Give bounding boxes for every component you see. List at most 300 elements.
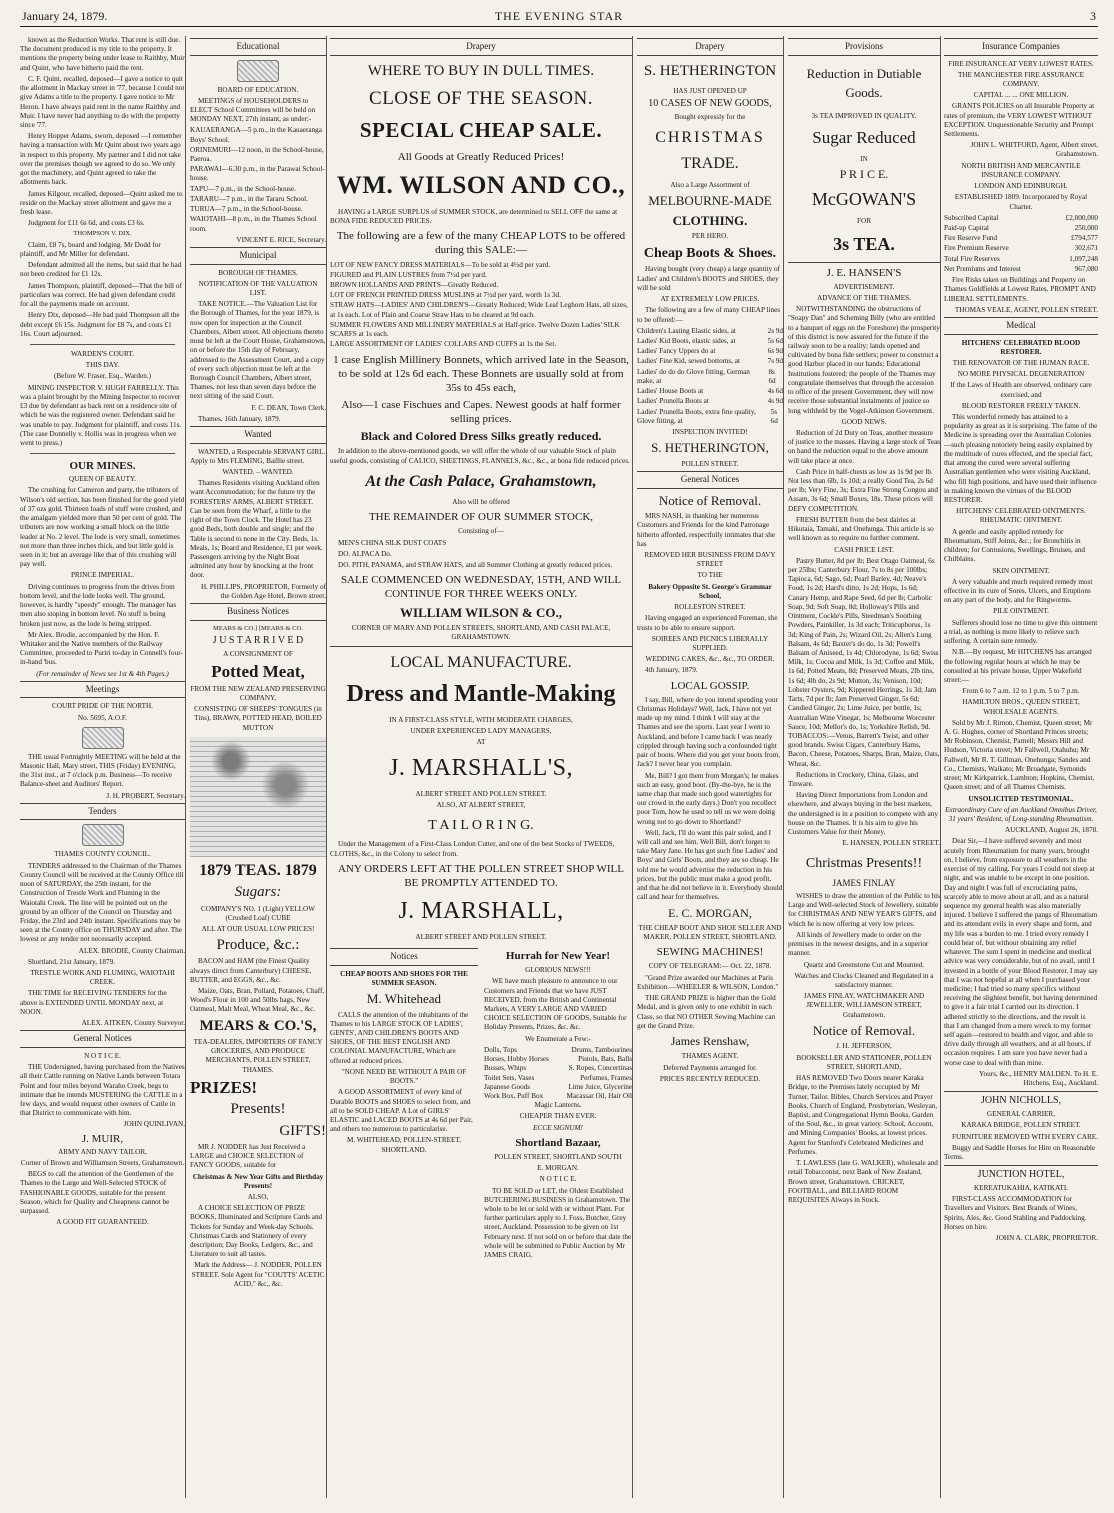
mine-name: PRINCE IMPERIAL. <box>70 571 135 580</box>
bazaar-address: POLLEN STREET, SHORTLAND SOUTH <box>494 1152 622 1161</box>
nash-text: MRS NASH, in thanking her numerous Customers and Friends for the kind Patronage hitherto afforded, respectfully intimates that she has <box>637 512 775 548</box>
finlay-text: WISHES to draw the attention of the Public to his Large and Well-selected Stock of Jewellery, suitable for CHRISTMAS AND NEW YEAR'S GIFTS, and which he is now offering at very low prices. <box>788 892 940 928</box>
section-head-general-notices-2: General Notices <box>637 471 783 489</box>
consisting-line: Consisting of— <box>458 527 504 536</box>
testimonial-date: AUCKLAND, August 26, 1878. <box>1004 826 1098 835</box>
price-row <box>637 397 783 406</box>
tailoring-title: T A I L O R I N G. <box>428 817 534 833</box>
section-head-general-notices: General Notices <box>20 1030 185 1048</box>
wanted-signature: H. PHILLIPS, PROPRIETOR, Formerly of the Golden Age Hotel, Brown street. <box>200 582 326 600</box>
morgan-name: E. MORGAN. <box>537 1164 579 1173</box>
item-left: Japanese Goods <box>484 1082 531 1091</box>
divider <box>788 262 940 263</box>
following-line: The following are a few of the many CHEAP LOTS to be offered during this SALE:— <box>336 230 626 257</box>
reduction-title: Reduction in Dutiable <box>806 65 922 81</box>
item-right: Macassar Oil, Hair Oil <box>566 1091 632 1100</box>
item-right: Perfumes, Frames <box>580 1073 632 1082</box>
fischues-line: Also—1 case Fischues and Capes. Newest goods at half former selling prices. <box>341 398 621 425</box>
if-laws-line: If the Laws of Health are observed, ordinary care exercised, and <box>950 381 1092 399</box>
item-right: Pistols, Bats, Balls <box>578 1055 632 1064</box>
capital-value: 967,080 <box>1074 264 1098 273</box>
price-title: P R I C E. <box>839 166 889 181</box>
sold-text: Sold by Mr J. Rimon, Chemist, Queen street; Mr A. G. Hughes, corner of Shortland Princes streets; Mr Robinson, Chemist, Parnell; Messrs Hill and Hudson, Victoria street; Mr Fallwell, Otahuhu; Mr Fallwell, Mr R. T. Gillman, Onehunga; Sandes and Co., Chemists, Waikato; Mr Broadgate, Symonds street; Mr Kirkpatrick, Lambton; Hopkins, Chemist, Queen street; and of all Thames Chemists. <box>944 718 1095 792</box>
school-item: PARAWAI—6.30 p.m., in the Parawai School-house. <box>190 165 325 183</box>
item-right: Lime Juice, Glycerine <box>568 1082 632 1091</box>
price-item: Ladies' Prunella Boots, extra fine quality, Glove fitting, at <box>637 407 756 425</box>
whitehead-text2: A GOOD ASSORTMENT of every kind of Durable BOOTS and SHOES to select from, and all to be SOLD CHEAP. A Lot of GIRLS' ELASTIC and LACED BOOTS at 4s 6d per Pair, and others too numerous to particularise. <box>330 1088 473 1134</box>
good-news-title: GOOD NEWS. <box>841 417 887 426</box>
freely-line: BLOOD RESTORER FREELY TAKEN. <box>961 401 1081 410</box>
furniture-text: FURNITURE REMOVED WITH EVERY CARE. <box>952 1132 1098 1141</box>
news-paragraph: Claim, £8 7s, board and lodging. Mr Dodd for plaintiff, and Mr Miller for defendant. <box>20 240 161 259</box>
wanted-title: WANTED. – WANTED. <box>222 467 294 476</box>
buggy-text: Buggy and Saddle Horses for Hire on Reasonable Terms. <box>944 1143 1096 1162</box>
nodder-signature: Mark the Address— J. NODDER, POLLEN STREET. Sole Agent for "COUTTS' ACETIC ACID," &c., &c. <box>191 1261 325 1288</box>
notice-text: THE Undersigned, having purchased from the Natives all their Cattle running on Native Lands between Totara Point and four miles beyond Waraho Creek, begs to intimate that he intends MUSTERING the CATTLE in a few days, and would request other owners of Cattle in that District to communicate with him. <box>20 1063 185 1118</box>
whitehead-text: CALLS the attention of the inhabitants of the Thames to his LARGE STOCK OF LADIES', GENTS', AND CHILDREN'S BOOTS AND SHOES, OF THE BEST ENGLISH AND COLONIAL MANUFACTURE, Which are offered at reduced prices. <box>330 1010 469 1065</box>
testimonial-signature: Yours, &c., HENRY MALDEN. To H. E. Hitchens, Esq., Auckland. <box>979 1069 1098 1088</box>
item-left: Toilet Sets, Vases <box>484 1073 535 1082</box>
lot-item: LARGE ASSORTMENT OF LADIES' COLLARS AND CUFFS at 1s the Set. <box>330 340 557 349</box>
column-news <box>20 36 186 1498</box>
grants-text: GRANTS POLICIES on all Insurable Property at rates of premium, the VERY LOWEST WITHOUT EXCEPTION. Unquestionable Security and Prompt Settlements. <box>944 102 1095 139</box>
price-item: Ladies' do do do Glove fitting, German make, at <box>637 367 750 385</box>
presents-title: Presents! <box>230 1101 286 1118</box>
finlay-signature: JAMES FINLAY, WATCHMAKER AND JEWELLER, WILLIAMSON STREET, Grahamstown. <box>803 992 925 1019</box>
trade-title: TRADE. <box>681 155 739 173</box>
marshall-address-2: ALBERT STREET AND POLLEN STREET. <box>415 932 547 941</box>
hurrah-text: WE have much pleasure to announce to our Customers and Friends that we have JUST RECEIVED, from the British and Continental Markets, A VERY LARGE AND VARIED CHOICE SELECTION OF GOODS, Suitable for Holiday Presents, Prizes, &c. &c. <box>484 977 627 1032</box>
mears-name: MEARS & CO.'S, <box>199 1017 317 1034</box>
hurrah-title: Hurrah for New Year! <box>505 950 611 963</box>
section-head-wanted: Wanted <box>190 426 326 444</box>
price-item: Children's Lasting Elastic sides, at <box>637 326 736 335</box>
mcgowan-title: McGOWAN'S <box>811 189 917 210</box>
masthead <box>20 6 1098 27</box>
bought-line: Bought expressly for the <box>674 112 746 121</box>
meeting-text: THE usual Fortnightly MEETING will be held at the Masonic Hall, Mary street, THIS (Friday) EVENING, the 31st inst., at 7 o'clock p.m. Business—To receive Balance-sheet and Auditors' Report. <box>20 752 181 789</box>
telegram-text: "Grand Prize awarded our Machines at Paris Exhibition.—WHEELER & WILSON, London." <box>637 973 779 991</box>
hours-line: From 6 to 7 a.m. 12 to 1 p.m. 5 to 7 p.m. <box>962 687 1080 696</box>
to-the-line: TO THE <box>697 571 723 580</box>
pile-text: Sufferers should lose no time to give this ointment a trial, as nothing is more likely to relieve such suffering. A certain sure remedy. <box>944 618 1098 646</box>
clark-signature: JOHN A. CLARK, PROPRIETOR. <box>995 1234 1098 1243</box>
gossip-text: Me, Bill? I got them from Morgan's; he makes such an easy, good boot. (By-the-bye, he is the same chap that made such good watertights for our crowd in the early days.) Don't you recollect poor Tom, how he used to tell us we were doing wrong not to go down to Shortland? <box>637 771 779 826</box>
item-row <box>484 1074 632 1083</box>
bonnets-line: 1 case English Millinery Bonnets, which arrived late in the Season, to be sold at 12s 6d each. These Bonnets are usually sold at from 35s to 45s each, <box>333 353 629 394</box>
court-north: COURT PRIDE OF THE NORTH. <box>52 702 153 711</box>
hansen-title: J. E. HANSEN'S <box>826 266 902 279</box>
no-more-line: NO MORE PHYSICAL DEGENERATION <box>957 370 1085 379</box>
junction-text: FIRST-CLASS ACCOMMODATION for Travellers and Visitors. Best Brands of Wines, Spirits, Ales, &c. Good Stabling and Paddocking. Horses on hire. <box>944 1195 1087 1231</box>
section-head-drapery: Drapery <box>330 38 632 56</box>
item-left: Busses, Whips <box>484 1064 527 1073</box>
cash-text: Cash Price in half-chests as low as 1s 9d per lb. Not less than 6lb, 1s 10d; a really Good Tea, 2s 6d per lb; Very Fine, 3s; Extra Fine Strong Congou and Assam, 3s 6d; Small Boxes, 18s. These prices will DEFY COMPETITION. <box>788 467 938 513</box>
reductions-text: Reductions in Crockery, China, Glass, and Tinware. <box>788 770 919 789</box>
enumerate-line: We Enumerate a Few:- <box>525 1034 591 1043</box>
price-item: Ladies' Kid Boots, elastic sides, at <box>637 337 736 345</box>
tender-signature: ALEX. BRODIE, County Chairman. <box>78 946 185 955</box>
price-item: Ladies' Fancy Uppers do at <box>637 347 716 356</box>
sugars-title: Sugars: <box>234 884 282 901</box>
price-row <box>637 387 783 396</box>
case-title: THOMPSON V. DIX. <box>73 230 132 238</box>
price-value: 4s 6d <box>767 387 783 396</box>
municipal-signature: F. C. DEAN, Town Clerk. <box>251 403 326 412</box>
hansen-signature: E. HANSEN, POLLEN STREET. <box>842 839 940 848</box>
muir-name: J. MUIR, <box>81 1132 124 1145</box>
school-item: ORINEMURI—12 noon, in the School-house, Paeroa. <box>190 145 324 164</box>
school-list <box>190 126 326 233</box>
school-item: TURUA—7 p.m., in the School-house. <box>190 205 303 214</box>
established-line: ESTABLISHED 1809. Incorporated by Royal Charter. <box>954 193 1088 211</box>
divider <box>30 344 175 345</box>
education-text: MEETINGS of HOUSEHOLDERS to ELECT School Committees will be held on MONDAY NEXT, 27th instant, as under:- <box>190 96 316 124</box>
hitchens-title: HITCHENS' CELEBRATED BLOOD RESTORER. <box>961 338 1081 356</box>
bazaar-ad <box>484 946 632 1262</box>
notice-signature: JOHN QUINLIVAN. <box>123 1120 185 1129</box>
potted-meat: Potted Meat, <box>211 662 305 682</box>
wwco-address: CORNER OF MARY AND POLLEN STREETS, SHORTLAND, AND CASH PALACE, GRAHAMSTOWN. <box>351 624 611 642</box>
telegram-line: COPY OF TELEGRAM:— Oct. 22, 1878. <box>648 962 772 971</box>
item-row <box>484 1092 632 1101</box>
stock-item: DO. ALPACA Do. <box>338 549 392 558</box>
arrived-title: J U S T A R R I V E D <box>212 635 304 646</box>
capital-row <box>944 255 1098 264</box>
capital-value: 250,000 <box>1074 224 1098 233</box>
consisting: CONSISTING OF SHEEPS' TONGUES (in Tins), BRAWN, POTTED HEAD, BOILED MUTTON <box>194 705 322 732</box>
morgan-sub: THE CHEAP BOOT AND SHOE SELLER AND MAKER, POLLEN STREET, SHORTLAND. <box>638 923 782 942</box>
whitehead-signature: M. WHITEHEAD, POLLEN-STREET, SHORTLAND. <box>346 1136 462 1154</box>
good-news-text: Reduction of 2d Duty on Teas, another measure of justice to the masses. Having a large stock of Teas on hand the reduction equal to the above amount will take place at once. <box>788 428 940 465</box>
news-paragraph: C. F. Quint, recalled, deposed—I gave a notice to quit the allotment in Mackay street in '77, because I could not give Adams a title to the property. I gave notice to Mr Heron. I have always paid rent in the name Raithby and Muir. I have never had anything to do with the property since '77. <box>20 74 185 129</box>
sewing-title: SEWING MACHINES! <box>656 946 764 959</box>
renshaw-sub: THAMES AGENT. <box>681 1052 739 1061</box>
muir-sub: ARMY AND NAVY TAILOR, <box>58 1147 147 1156</box>
finlay-name: JAMES FINLAY <box>832 878 896 889</box>
capital-value: £2,000,000 <box>1065 213 1098 222</box>
school-item: KAUAERANGA—5 p.m., in the Kauaeranga Boys' School. <box>190 126 322 144</box>
marshall-title: J. MARSHALL'S, <box>388 755 574 782</box>
price-value: 4s 9d <box>767 397 783 406</box>
jefferson-text: HAS REMOVED Two Doors nearer Karaka Bridge, to the Premises lately occupied by Mr Turner, Tailor. Bibles, Church Services and Prayer Books, Church of England, Presbyterian, Wesleyan, Baptist, and Congregational Hymn Books, Garden of the Soul, &c., in great variety. School, Account, and Mining Companies' Books, at lowest prices. Agent for Stanford's Celebrated Medicines and Perfumes. <box>788 1074 938 1156</box>
firstclass-line: IN A FIRST-CLASS STYLE, WITH MODERATE CHARGES, <box>389 715 573 724</box>
remainder-note: (For remainder of News see 1st & 4th Pages.) <box>36 669 169 678</box>
tailoring-text: Under the Management of a First-Class London Cutter, and one of the best Stocks of TWEEDS, CLOTHS, &c., in the Colony to select from. <box>330 840 615 858</box>
removed-line: REMOVED HER BUSINESS FROM DAVY STREET <box>644 551 776 569</box>
watches-line: Watches and Clocks Cleaned and Regulated in a satisfactory manner. <box>794 971 934 989</box>
notice2-text: TO BE SOLD or LET, the Oldest Established BUTCHERING BUSINESS in Grahamstown. The whole to be let or sold with or without Plant. For further particulars apply to J. Foss, Butcher, Grey street, Auckland. Possession to be given on 1st February next. If not sold on or before that date the whole will be submitted to Public Auction by Mr JAMES CRAIG. <box>484 1186 632 1260</box>
item-row <box>484 1055 632 1064</box>
divider <box>330 646 632 647</box>
lowest-prices: ALL AT OUR USUAL LOW PRICES! <box>201 924 315 933</box>
butter-text: FRESH BUTTER from the best dairies at Hikutaia, Tamaki, and Onehunga. This article is so well known as to require no further comment. <box>788 515 934 543</box>
gossip-title: LOCAL GOSSIP. <box>670 679 750 692</box>
council-title: THAMES COUNTY COUNCIL. <box>54 850 151 859</box>
section-head-drapery-2: Drapery <box>637 38 783 56</box>
produce-text: BACON and HAM (the Finest Quality always direct from Canterbury) CHEESE, BUTTER, and EGGS, &c., &c. <box>190 957 312 984</box>
having-text-2: Having bought (very cheap) a large quantity of Ladies' and Children's BOOTS and SHOES, they will be sold <box>637 265 780 292</box>
lot-item: FIGURED and PLAIN LUSTRES from 7½d per yard. <box>330 270 487 279</box>
capital-value: £794,577 <box>1071 234 1098 243</box>
issue-date: January 24, 1879. <box>22 9 108 23</box>
has-opened: HAS JUST OPENED UP <box>673 86 747 95</box>
cash-list-text: Pastry Butter, 8d per lb; Best Otago Oatmeal, 6s per 25lbs; Canterbury Flour, 7s to 8s per 100lbs; Tapioca, 6d; Sago, 6d; Pearl Barley, 4d; Neave's Food, 1s 2d; Hard's ditto, 1s 2d; Hops, 1s 6d; Canary Hemp, and Rape Seed, 6d per lb; Carbolic Soap, 9d; Soft Soap, 8d; Holloway's Pills and Ointment, Cockle's Pills, Steedman's Soothing Powders, Painkiller, 1s 3d each; Triticuphorus, 1s 3d; King of Pain, 2s; Wizard Oil, 2s; Allen's Lung Balsam, 4s 6d; Baxter's do do, 1s 3d; Powell's Balsam of Aniseed, 1s 4d; Chlorodyne, 1s 6d; Swiss Milk, 1s; Cocoa and Milk, 1s 3d; Coffee and Milk, 1s 6d; Potted Meats, 8d; Preserved Meats, 2lb tins, 1s 6d; 4lb do, 2s 9d; Mutton, 3s; Venison, 10d; Lobster Oysters, 9d; Kippered Herrings, 1s 3d; Jam Tarts, 7d per lb; Jam Preserved Ginger, 5s 6d; Candied Ginger, 2s; Lime Juice, per bottle, 1s; Australian Wine Vinegar, 1s; Melbourne Worcester Sauce, 10d; Mellor's do, 1s; Yorkshire Relish, 9d. TOBACCOS:—Venus, Barrett's Twist, and other good brands. Swiss Cigars, Canterbury Hams, Bacon, Cheese, Potatoes, Sharps, Bran, Maize, Oats, Wheat, &c. <box>788 556 940 768</box>
whitehead-ad <box>330 946 478 1262</box>
section-head-provisions: Provisions <box>788 38 940 56</box>
xmas-gifts: Christmas & New Year Gifts and Birthday Presents! <box>192 1172 324 1190</box>
sugar-title: Sugar Reduced <box>812 127 916 147</box>
hetherington-title: S. HETHERINGTON <box>643 62 777 79</box>
maize-text: Maize, Oats, Bran, Pollard, Potatoes, Chaff, Wood's Flour in 100 and 50lbs bags, New Oatmeal, Malt Meal, Wheat Meal, &c., &c. <box>190 987 325 1014</box>
nb-text: N.B.—By request, Mr HITCHENS has arranged the following regular hours at which he may be consulted at his private house, Upper Wakefield street:— <box>944 648 1092 684</box>
capital-row <box>944 244 1098 253</box>
muir-text: BEGS to call the attention of the Gentlemen of the Thames to the Large and Well-Selected STOCK of FASHIONABLE GOODS, suitable for the present Season, which for Quality and Cheapness cannot be surpassed. <box>20 1170 174 1216</box>
also: ALSO, <box>247 1192 269 1201</box>
cash-list-title: CASH PRICE LIST. <box>834 545 894 554</box>
stock-item: MEN'S CHINA SILK DUST COATS <box>338 538 447 547</box>
court-day: THIS DAY. <box>85 361 120 370</box>
also-large: Also a Large Assortment of <box>670 180 750 189</box>
trestle-signature: ALEX. AITKEN, County Surveyor. <box>81 1019 185 1028</box>
price-row <box>637 327 783 336</box>
cases-line: 10 CASES OF NEW GOODS, <box>648 97 772 109</box>
bottom-ads-row <box>330 946 632 1262</box>
capital-row <box>944 224 1098 233</box>
medical-text: This wonderful remedy has attained to a popularity as great as it is surprising. The fame of the Medicine is spreading over the Australian Colonies—such pleasing notoriety being easily explained by the multitude of cures effected, and the special fact, that among the cured were several suffering Australian gentlemen who were visiting Auckland, who fill high positions, and have used their influence in making known the virtues of the BLOOD RESTORER. <box>944 413 1098 504</box>
court-number: No. 5695, A.O.F. <box>77 713 128 722</box>
wedding-line: WEDDING CAKES, &c., &c., TO ORDER. <box>645 655 775 664</box>
section-head-business: Business Notices <box>190 603 326 621</box>
inspection-line: INSPECTION INVITED! <box>672 427 748 436</box>
price-row <box>637 368 783 386</box>
whitford-signature: JOHN L. WHITFORD, Agent, Albert street, Grahamstown. <box>970 141 1098 159</box>
price-value: 5s 6d <box>770 407 778 425</box>
nbm-title: NORTH BRITISH AND MERCANTILE INSURANCE COMPANY. <box>961 161 1081 179</box>
produce-title: Produce, &c.: <box>216 937 300 954</box>
section-head-meetings: Meetings <box>20 681 185 699</box>
mears-tag: MEARS & CO.] [MEARS & CO. <box>213 624 303 632</box>
crest-icon <box>237 60 279 82</box>
price-list <box>637 327 783 426</box>
price-value: 5s 6d <box>767 337 783 345</box>
item-left: Dolls, Tops <box>484 1045 517 1054</box>
borough-title: BOROUGH OF THAMES. <box>218 268 298 277</box>
local-title: LOCAL MANUFACTURE. <box>390 653 572 671</box>
renshaw-title: James Renshaw, <box>670 1033 750 1048</box>
ecce-line: ECCE SIGNUM! <box>533 1123 583 1132</box>
lodge-emblem-icon <box>82 727 124 749</box>
tea-title: 3s TEA. <box>833 233 895 254</box>
capital-table <box>944 214 1098 274</box>
jefferson-sub: BOOKSELLER AND STATIONER, POLLEN STREET, SHORTLAND, <box>796 1053 932 1071</box>
melbourne-title: MELBOURNE-MADE <box>648 193 772 209</box>
direct-text: Having Direct Importations from London and elsewhere, and always buying in the best markets, the undersigned is in a position to compete with any house on the Thames. It is his aim to give his Customers Value for their Money. <box>788 791 938 837</box>
soirees-line: SOIREES AND PICNICS LIBERALLY SUPPLIED. <box>651 634 769 653</box>
item-row <box>484 1083 632 1092</box>
nicholls-sub: GENERAL CARRIER, <box>986 1110 1055 1119</box>
hamilton-line: HAMILTON BROS., QUEEN STREET, WHOLESALE AGENTS. <box>962 698 1080 716</box>
section-head-insurance: Insurance Companies <box>944 38 1098 56</box>
cash-palace: At the Cash Palace, Grahamstown, <box>365 472 597 490</box>
lot-item: LOT OF NEW FANCY DRESS MATERIALS—To be sold at 4½d per yard. <box>330 260 551 269</box>
testimonial-sub: Extraordinary Cure of an Auckland Omnibus Driver, 31 years' Resident, of Long-standing Rheumatism. <box>945 805 1097 823</box>
consignment: A CONSIGNMENT OF <box>223 649 293 658</box>
capital-row <box>944 214 1098 223</box>
testimonial-text: Dear Sir,—I have suffered severely and most acutely from Rheumatism for many years, brought on, I believe, from exposure to all weathers in the exercise of my calling. For years I could not sleep at night, and was unable to be except in one position. Day and night I was full of excruciating pains, scarcely able to move about at all, and as a natural sequence my general health was also materially injured. I believe I suffered the pangs of Rheumatism and its attendant evils in every shape and form, and my life was a burden to me. I tried every remedy I could hear of, but without obtaining any relief whatever. The sum I spent in medicine and medical advice was very considerable, but of no avail, until I invested in a bottle of your Blood Restorer. I may say that I was not hopeful at all when I purchased your medicine; I had tried so many specifics without receiving the slightest benefit, but having determined to give it a fair trial I carried out its direction. I adhered strictly to the directions, and the result is that I am changed from a mere wreck to my former self again—restored to health and vigor, and able to drive daily through all weathers, and at all hours, if occasion requires. I am sure you have never had a worse case to deal with than mine. <box>944 837 1098 1067</box>
section-head-notices: Notices <box>330 948 478 966</box>
municipal-date: Thames, 16th January, 1879. <box>198 414 281 423</box>
court-title: WARDEN'S COURT. <box>70 350 135 358</box>
price-row <box>637 347 783 356</box>
news-paragraph: James Kilgour, recalled, deposed—Quint asked me to reside on the Mackay street allotment and gave me a fresh lease. <box>20 189 183 216</box>
ointments-text: A gentle and easily applied remedy for Rheumatism, Stiff Joints, &c.; for Bronchitis in children; for Contusions, Swellings, Bruises, and Chilblains. <box>944 527 1085 564</box>
stock-item: DO. PITH, PANAMA, and STRAW HATS, and all Summer Clothing at greatly reduced prices. <box>338 561 613 570</box>
capital-label: Total Fire Reserves <box>944 254 1000 263</box>
rolleston-line: ROLLESTON STREET. <box>674 603 746 612</box>
newspaper-title: THE EVENING STAR <box>494 9 624 23</box>
quartz-line: Quartz and Greenstone Cut and Mounted. <box>803 960 925 969</box>
lot-item: SUMMER FLOWERS AND MILLINERY MATERIALS at Half-price. Twelve Dozen Ladies' SILK SCARFS at 1s each. <box>330 320 620 339</box>
news-paragraph: Henry Dix, deposed—He had paid Thompson all the debt except £6 15s. Judgment for £8 7s, and costs £1 16s. Court adjourned. <box>20 311 180 338</box>
fire-risks-text: Fire Risks taken on Buildings and Property on Thames Goldfields at Lowest Rates. PROMPT AND LIBERAL SETTLEMENTS. <box>944 276 1096 303</box>
hansen-text: NOTWITHSTANDING the obstructions of "Soapy Dan" and Scheming Billy (who are entitled to a banquet of eggs on the Foreshore) the prosperity of this district is now assured for the future if the railway soon to be a reality; lands opened and cultivated by bona fide settlers; power to construct a good Harbor placed in our hands; Educational Institutions fostered; the people of the Thames may congratulate themselves that through the accession to office of the present Government, they will now receive those substantial instalments of justice so long withheld by the Vogel-Atkinson Government. <box>788 305 940 415</box>
wwco-name: WILLIAM WILSON & CO., <box>400 604 562 620</box>
removal-title-2: Notice of Removal. <box>812 1022 916 1038</box>
news-paragraph: Driving continues to progress from the drives from bottom level, and the lode looks well. The ground, however, is hardly "speedy" enough. The manager has men also stoping in bottom level. No stuff is being broken just now, as the lode is being stripped. <box>20 582 177 628</box>
per-hero: PER HERO. <box>691 232 729 241</box>
also-albert: ALSO, AT ALBERT STREET, <box>436 801 526 810</box>
orders-line: ANY ORDERS LEFT AT THE POLLEN STREET SHOP WILL BE PROMPTLY ATTENDED TO. <box>337 862 625 889</box>
capital-label: Subscribed Capital <box>944 213 999 222</box>
teas-title: 1879 TEAS. 1879 <box>199 861 317 879</box>
jefferson-name: J. H. JEFFERSON, <box>836 1042 892 1051</box>
in-line: IN <box>860 154 868 163</box>
goods-title: Goods. <box>845 85 883 101</box>
junction-title: JUNCTION HOTEL, <box>977 1169 1065 1181</box>
cheap-boots-title-2: Cheap Boots & Shoes. <box>643 245 777 261</box>
news-paragraph: Defendant admitted all the items, but said that he had not been credited for £1 12s. <box>20 261 182 279</box>
lot-item: STRAW HATS—LADIES' AND CHILDREN'S—Greatly Reduced; Wide Leaf Leghorn Hats, all sizes, at 1s each. Lot of Plain and Coarse Straw Hats to be cleared at 9d each. <box>330 301 628 319</box>
deferred-line: Deferred Payments arranged for. <box>663 1063 757 1072</box>
board-title: BOARD OF EDUCATION. <box>217 85 299 94</box>
tender-date: Shortland, 21st January, 1879. <box>28 957 115 966</box>
grand-prize-text: THE GRAND PRIZE is higher than the Gold Medal, and is given only to one exhibit in each Class, so that NO OTHER Sewing Machine can get the Grand Prize. <box>637 994 776 1030</box>
nodder-text2: A CHOICE SELECTION OF PRIZE BOOKS, Illuminated and Scripture Cards and Tickets for Sunday and Week-day Schools. Christmas Cards and Stationery of every description; Day Books, Ledgers, &c., and Literature to suit all tastes. <box>190 1204 323 1259</box>
price-item: Ladies' Fine Kid, sewed bottoms, at <box>637 357 740 366</box>
capital-label: Fire Reserve Fund <box>944 234 998 243</box>
advertisement-line: ADVERTISEMENT. <box>833 282 895 291</box>
under-line: UNDER EXPERIENCED LADY MANAGERS, <box>410 726 552 735</box>
item-left: Work Box, Puff Box <box>484 1091 544 1100</box>
christmas-title: CHRISTMAS <box>655 128 765 146</box>
damaged-print-area <box>190 737 326 857</box>
lowest-prices-2: AT EXTREMELY LOW PRICES. <box>660 295 760 304</box>
nicholls-name: JOHN NICHOLLS, <box>981 1095 1061 1107</box>
christmas-presents-title: Christmas Presents!! <box>805 855 923 871</box>
dress-title: Dress and Mantle-Making <box>346 681 616 708</box>
column-drapery-hetherington <box>637 36 784 1498</box>
valuation-title: NOTIFICATION OF THE VALUATION LIST. <box>198 279 318 297</box>
column-provisions <box>788 36 941 1498</box>
cheaper-line: CHEAPER THAN EVER. <box>519 1112 597 1121</box>
fire-title: FIRE INSURANCE AT VERY LOWEST RATES. <box>948 59 1094 68</box>
marshall-title-2: J. MARSHALL, <box>398 898 564 925</box>
at-line: AT <box>476 738 486 747</box>
lot-item: BROWN HOLLANDS AND PRINTS—Greatly Reduced. <box>330 281 499 289</box>
capital-label: Net Premiums and Interest <box>944 264 1021 273</box>
clothing-title: CLOTHING. <box>672 212 748 228</box>
council-crest-icon <box>82 824 124 846</box>
special-title: SPECIAL CHEAP SALE. <box>359 118 603 143</box>
mines-title: OUR MINES. <box>69 460 136 473</box>
price-value: 7s 9d <box>767 357 783 366</box>
price-value: 8s 6d <box>768 367 776 385</box>
for-line: FOR <box>857 217 871 226</box>
item-row <box>484 1046 632 1055</box>
marshall-address: ALBERT STREET AND POLLEN STREET. <box>415 790 547 799</box>
municipal-text: TAKE NOTICE.—The Valuation List for the Borough of Thames, for the year 1879, is now open for inspection at the Council Chambers, Albert street. All objections thereto must be left at the Court House, Grahamstown, on or before the 15th day of February, addressed to the Assessment Court, and a copy of every such objection must be left at the Borough Council Chambers, Albert street, Thames, not less than seven days before the next sitting of the said Court. <box>190 300 326 401</box>
cheap-boots-title: CHEAP BOOTS AND SHOES FOR THE SUMMER SEASON. <box>340 969 468 987</box>
school-item: TAPU—7 p.m., in the School-house. <box>190 184 297 193</box>
wanted-ad: Thames Residents visiting Auckland often want Accommodation; for the future try the FORESTERS' ARMS, ALBERT STREET. Can be seen from the Wharf, a little to the right of the Town Clock. The Hotel has 23 good Beds, both double and single; and the Table is second to none in the City. Beds, 1s. Meals, 1s; Board and Residence, £1 per week. Passengers arriving by the Night Boat admitted any hour by knocking at the front door. <box>190 479 323 580</box>
skin-title: SKIN OINTMENT. <box>992 566 1050 575</box>
item-right: Drums, Tambourines <box>571 1045 632 1054</box>
gifts-title: GIFTS! <box>279 1122 326 1139</box>
wanted-ad: WANTED, a Respectable SERVANT GIRL. Apply to Mrs FLEMING, Baillie street. <box>190 447 326 465</box>
price-item: Ladies' House Boots at <box>637 387 704 396</box>
section-head-educational: Educational <box>190 38 326 56</box>
removal-title: Notice of Removal. <box>658 492 762 508</box>
pile-title: PILE OINTMENT. <box>993 607 1049 616</box>
lot-item: LOT OF FRENCH PRINTED DRESS MUSLINS at 7½d per yard, worth 1s 3d. <box>330 291 561 300</box>
testimonial-title: UNSOLICITED TESTIMONIAL. <box>968 794 1074 803</box>
meeting-signature: J. H. PROBERT, Secretary. <box>106 791 185 800</box>
trestle-text: THE TIME for RECEIVING TENDERS for the above is EXTENDED UNTIL MONDAY next, at NOON. <box>20 989 167 1016</box>
price-value: 6s 9d <box>767 347 783 356</box>
school-item: WAIOTAHI—8 p.m., in the Thames School room. <box>190 215 317 233</box>
column-drapery-wilson <box>330 36 633 1498</box>
hetherington-title-2: S. HETHERINGTON, <box>651 440 769 456</box>
whitehead-quote: "NONE NEED BE WITHOUT A PAIR OF BOOTS." <box>341 1067 467 1086</box>
column-notices <box>190 36 327 1498</box>
lot-list <box>330 261 632 350</box>
foreman-text: Having engaged an experienced Foreman, she trusts to be able to ensure support. <box>637 614 778 632</box>
page-number: 3 <box>1090 9 1096 23</box>
news-paragraph: Mr Alex. Brodie, accompanied by the Hon. F. Whitaker and the Native members of the Railway Committee, proceeded to Puriri to-day in Connell's four-in-hand 'bus. <box>20 630 183 667</box>
following-text: The following are a few of many CHEAP lines to be offered:— <box>637 306 781 324</box>
capital-value: 302,671 <box>1074 244 1098 253</box>
divider <box>944 1091 1098 1092</box>
nodder-text: MR J. NODDER has Just Received a LARGE and CHOICE SELECTION of FANCY GOODS, suitable for <box>190 1142 306 1170</box>
silks-line: Black and Colored Dress Silks greatly reduced. <box>360 428 602 443</box>
finlay-text2: All kinds of Jewellery made to order on the premises in the newest designs, and in a superior manner. <box>788 930 929 958</box>
sale-commenced: SALE COMMENCED ON WEDNESDAY, 15TH, AND WILL CONTINUE FOR THREE WEEKS ONLY. <box>340 574 622 601</box>
news-paragraph: known as the Reduction Works. That rent is still due. The document produced is my title to the property. It mentions the property being under lease to Raithby, Muir and Quint, who have hitherto paid the rent. <box>20 36 185 72</box>
tender-text: TENDERS addressed to the Chairman of the Thames County Council will be received at the County Office till noon of SATURDAY, the 25th instant, for the Construction of Trestle Work and Fluming in the Waiotahi Creek. The line will be pointed out on the ground by an officer of the Council on Thursday and Friday, the 23rd and 24th instant. Specifications may be seen at the County office on THURSDAY and after. The lowest or any tender not necessarily accepted. <box>20 861 184 944</box>
prices-reduced: PRICES RECENTLY REDUCED. <box>659 1074 761 1083</box>
item-left: Horses, Hobby Horses <box>484 1055 549 1064</box>
news-paragraph: MINING INSPECTOR V. HUGH FARRELLY. This was a plaint brought by the Mining Inspector to recover £3 due by defendant as back rent on a residence site of which he was the registered owner. Defendant said he was unable to pay. Judgment for plaintiff, and costs 11s. (The case Donnelly v. Hollis was in progress when we went to press.) <box>20 383 182 447</box>
skin-text: A very valuable and much required remedy most effective in its cure of Sores, Ulcers, and Eruptions on any part of the body, and for Ringworms. <box>944 577 1093 605</box>
bazaar-title: Shortland Bazaar, <box>515 1136 601 1149</box>
divider <box>30 453 175 454</box>
addition-text: In addition to the above-mentioned goods, we will offer the whole of our valuable Stock of plain useful goods, consisting of CALICO, SHEETINGS, FLANNELS, &c., &c., at bona fide reduced prices. <box>330 447 630 465</box>
price-value: 2s 9d <box>767 326 783 335</box>
gossip-text: I say, Bill, where do you intend spending your Christmas Holidays? Well, Jack, I have not yet made up my mind. I think I will stay at the Thames and see the sports. Last year I went to Auckland, and before I came back I was nearly crippled through having such a confounded tight pair of boots. Where did you get your boots from, Jack? I never hear you complain. <box>637 695 780 769</box>
news-paragraph: The crushing for Cameron and party, the tributers of Wilson's old section, has been finished for the good yield of 37 ozs gold. Thirteen loads of stuff were crushed, and the amalgam yielded more than 50 per cent of gold. The tributers are now working a small block on the little leader at No. 2 level. The lode is very small, sometimes not more than three inches thick, and but little gold is seen in it; but an average like that of this crushing will pay well. <box>20 486 185 569</box>
notice2-title: N O T I C E. <box>539 1175 577 1184</box>
